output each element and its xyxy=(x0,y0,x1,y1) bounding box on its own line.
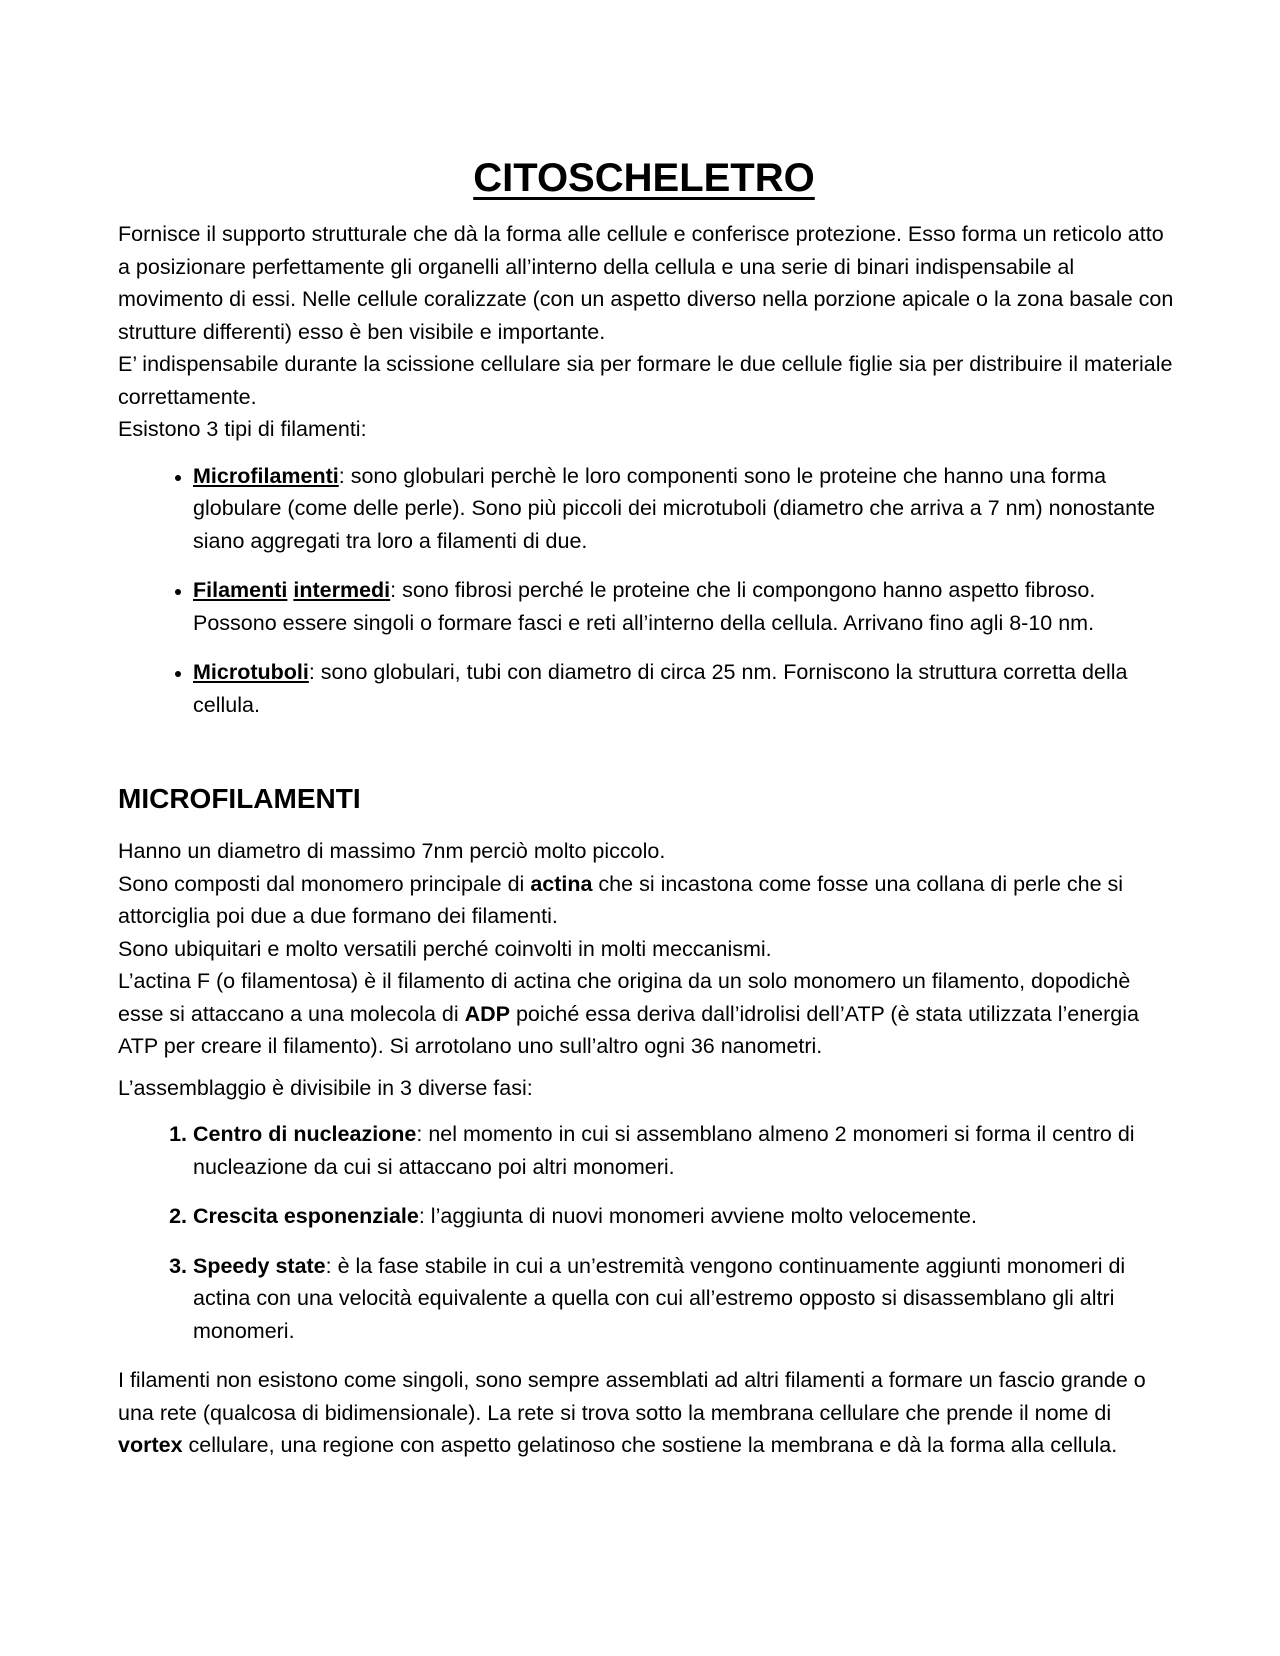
intro-paragraph: E’ indispensabile durante la scissione cellulare sia per formare le due cellule figlie sia per distribuire il materiale correttamente. xyxy=(118,352,1173,409)
document-page xyxy=(118,150,1178,1462)
list-item xyxy=(193,1200,1178,1233)
filament-types-list xyxy=(118,460,1178,722)
item-text: : sono globulari perchè le loro componenti sono le proteine che hanno una forma globulare (come delle perle). Sono più piccoli dei microtuboli (diametro che arriva a 7 nm) nonostante siano aggregati tra loro a filamenti di due. xyxy=(193,463,1156,553)
term-microfilamenti: Microfilamenti xyxy=(193,463,339,488)
term-crescita-esponenziale: Crescita esponenziale xyxy=(193,1204,419,1228)
section-paragraph: Hanno un diametro di massimo 7nm perciò molto piccolo. xyxy=(118,839,666,863)
bold-adp: ADP xyxy=(464,1001,510,1026)
assembly-phases-list xyxy=(118,1118,1178,1347)
intro-paragraph: Fornisce il supporto strutturale che dà la forma alle cellule e conferisce protezione. Esso forma un reticolo atto a posizionare perfettamente gli organelli all’interno della cellula e una serie di binari indispensabile al movimento di essi. Nelle cellule coralizzate (con un aspetto diverso nella porzione apicale o la zona basale con strutture differenti) esso è ben visibile e importante. xyxy=(118,222,1174,344)
page-title: CITOSCHELETRO xyxy=(473,156,815,200)
section-heading: MICROFILAMENTI xyxy=(118,783,361,814)
intro-paragraph: Esistono 3 tipi di filamenti: xyxy=(118,417,367,441)
intro-section xyxy=(118,218,1178,446)
item-text: : sono globulari, tubi con diametro di circa 25 nm. Forniscono la struttura corretta della cellula. xyxy=(193,660,1128,717)
list-item xyxy=(193,1118,1178,1183)
item-text: : l’aggiunta di nuovi monomeri avviene molto velocemente. xyxy=(418,1204,977,1228)
item-text: : nel momento in cui si assemblano almeno 2 monomeri si forma il centro di nucleazione da cui si attaccano poi altri monomeri. xyxy=(193,1122,1135,1179)
term-filamenti: Filamenti xyxy=(193,578,288,602)
item-text: : è la fase stabile in cui a un’estremità vengono continuamente aggiunti monomeri di actina con una velocità equivalente a quella con cui all’estremo opposto si disassemblano gli altri monomeri. xyxy=(193,1253,1126,1343)
bold-actina: actina xyxy=(530,871,593,896)
section-paragraph: Sono ubiquitari e molto versatili perché coinvolti in molti meccanismi. xyxy=(118,936,772,961)
section-paragraph: Sono composti dal monomero principale di actina che si incastona come fosse una collana di perle che si attorciglia poi due a due formano dei filamenti. xyxy=(118,871,1124,928)
term-centro-nucleazione: Centro di nucleazione xyxy=(193,1122,417,1146)
list-item xyxy=(193,460,1178,558)
closing-paragraph: I filamenti non esistono come singoli, sono sempre assemblati ad altri filamenti a formare un fascio grande o una rete (qualcosa di bidimensionale). La rete si trova sotto la membrana cellulare che prende il nome di vortex cellulare, una regione con aspetto gelatinoso che sostiene la membrana e dà la forma alla cellula. xyxy=(118,1368,1146,1457)
list-item xyxy=(193,574,1178,639)
microfilamenti-section xyxy=(118,835,1178,1104)
term-speedy-state: Speedy state xyxy=(193,1253,326,1278)
bold-vortex: vortex xyxy=(118,1433,183,1457)
item-text: : sono fibrosi perché le proteine che li compongono hanno aspetto fibroso. Possono essere singoli o formare fasci e reti all’interno della cellula. Arrivano fino agli 8-10 nm. xyxy=(193,578,1096,635)
list-item xyxy=(193,1250,1178,1348)
term-intermedi: intermedi xyxy=(293,578,391,602)
section-paragraph: L’assemblaggio è divisibile in 3 diverse fasi: xyxy=(118,1075,533,1100)
section-paragraph: L’actina F (o filamentosa) è il filamento di actina che origina da un solo monomero un filamento, dopodichè esse si attaccano a una molecola di ADP poiché essa deriva dall’idrolisi dell’ATP (è stata utilizzata l’energia ATP per creare il filamento). Si arrotolano uno sull’altro ogni 36 nanometri. xyxy=(118,969,1139,1058)
list-item xyxy=(193,656,1178,721)
term-microtuboli: Microtuboli xyxy=(193,660,309,684)
